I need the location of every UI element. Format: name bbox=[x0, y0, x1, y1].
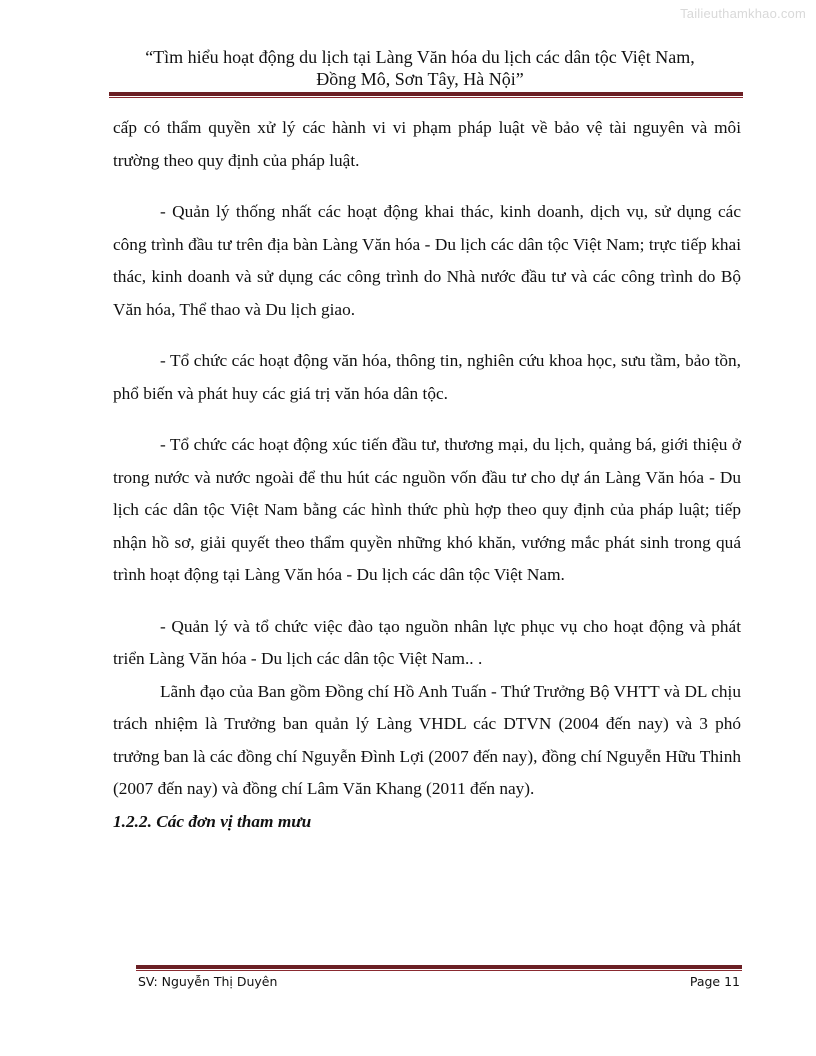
paragraph-continuation: cấp có thẩm quyền xử lý các hành vi vi phạm pháp luật về bảo vệ tài nguyên và môi trường theo quy định của pháp luật. bbox=[113, 118, 741, 170]
page-header bbox=[100, 46, 740, 90]
header-title-line-2: Đồng Mô, Sơn Tây, Hà Nội” bbox=[316, 69, 524, 89]
header-title-line-1: “Tìm hiểu hoạt động du lịch tại Làng Văn hóa du lịch các dân tộc Việt Nam, bbox=[145, 47, 695, 67]
watermark: Tailieuthamkhao.com bbox=[680, 6, 806, 21]
paragraph-investment-promotion: - Tổ chức các hoạt động xúc tiến đầu tư, thương mại, du lịch, quảng bá, giới thiệu ở trong nước và nước ngoài để thu hút các nguồn vốn đầu tư cho dự án Làng Văn hóa - Du lịch các dân tộc Việt Nam bằng các hình thức phù hợp theo quy định của pháp luật; tiếp nhận hồ sơ, giải quyết theo thẩm quyền những khó khăn, vướng mắc phát sinh trong quá trình hoạt động tại Làng Văn hóa - Du lịch các dân tộc Việt Nam. bbox=[113, 435, 741, 584]
section-heading: 1.2.2. Các đơn vị tham mưu bbox=[113, 811, 312, 831]
header-rule-thin bbox=[109, 97, 743, 98]
paragraph-training: - Quản lý và tổ chức việc đào tạo nguồn nhân lực phục vụ cho hoạt động và phát triển Làng Văn hóa - Du lịch các dân tộc Việt Nam.. . bbox=[113, 616, 741, 668]
paragraph-cultural-activities: - Tổ chức các hoạt động văn hóa, thông tin, nghiên cứu khoa học, sưu tầm, bảo tồn, phổ biến và phát huy các giá trị văn hóa dân tộc. bbox=[113, 351, 741, 403]
paragraph-manage-operations: - Quản lý thống nhất các hoạt động khai thác, kinh doanh, dịch vụ, sử dụng các công trình đầu tư trên địa bàn Làng Văn hóa - Du lịch các dân tộc Việt Nam; trực tiếp khai thác, kinh doanh và sử dụng các công trình do Nhà nước đầu tư và các công trình do Bộ Văn hóa, Thể thao và Du lịch giao. bbox=[113, 202, 741, 319]
header-rule bbox=[109, 92, 743, 96]
footer-rule bbox=[136, 965, 742, 969]
document-body bbox=[113, 112, 741, 838]
footer-rule-thin bbox=[136, 970, 742, 971]
footer-page-number: Page 11 bbox=[689, 974, 740, 989]
paragraph-leadership: Lãnh đạo của Ban gồm Đồng chí Hồ Anh Tuấn - Thứ Trưởng Bộ VHTT và DL chịu trách nhiệm là Trưởng ban quản lý Làng VHDL các DTVN (2004 đến nay) và 3 phó trưởng ban là các đồng chí Nguyễn Đình Lợi (2007 đến nay), đồng chí Nguyễn Hữu Thinh (2007 đến nay) và đồng chí Lâm Văn Khang (2011 đến nay). bbox=[113, 681, 741, 798]
footer-student-name: SV: Nguyễn Thị Duyên bbox=[138, 974, 278, 989]
page-footer bbox=[138, 974, 740, 989]
